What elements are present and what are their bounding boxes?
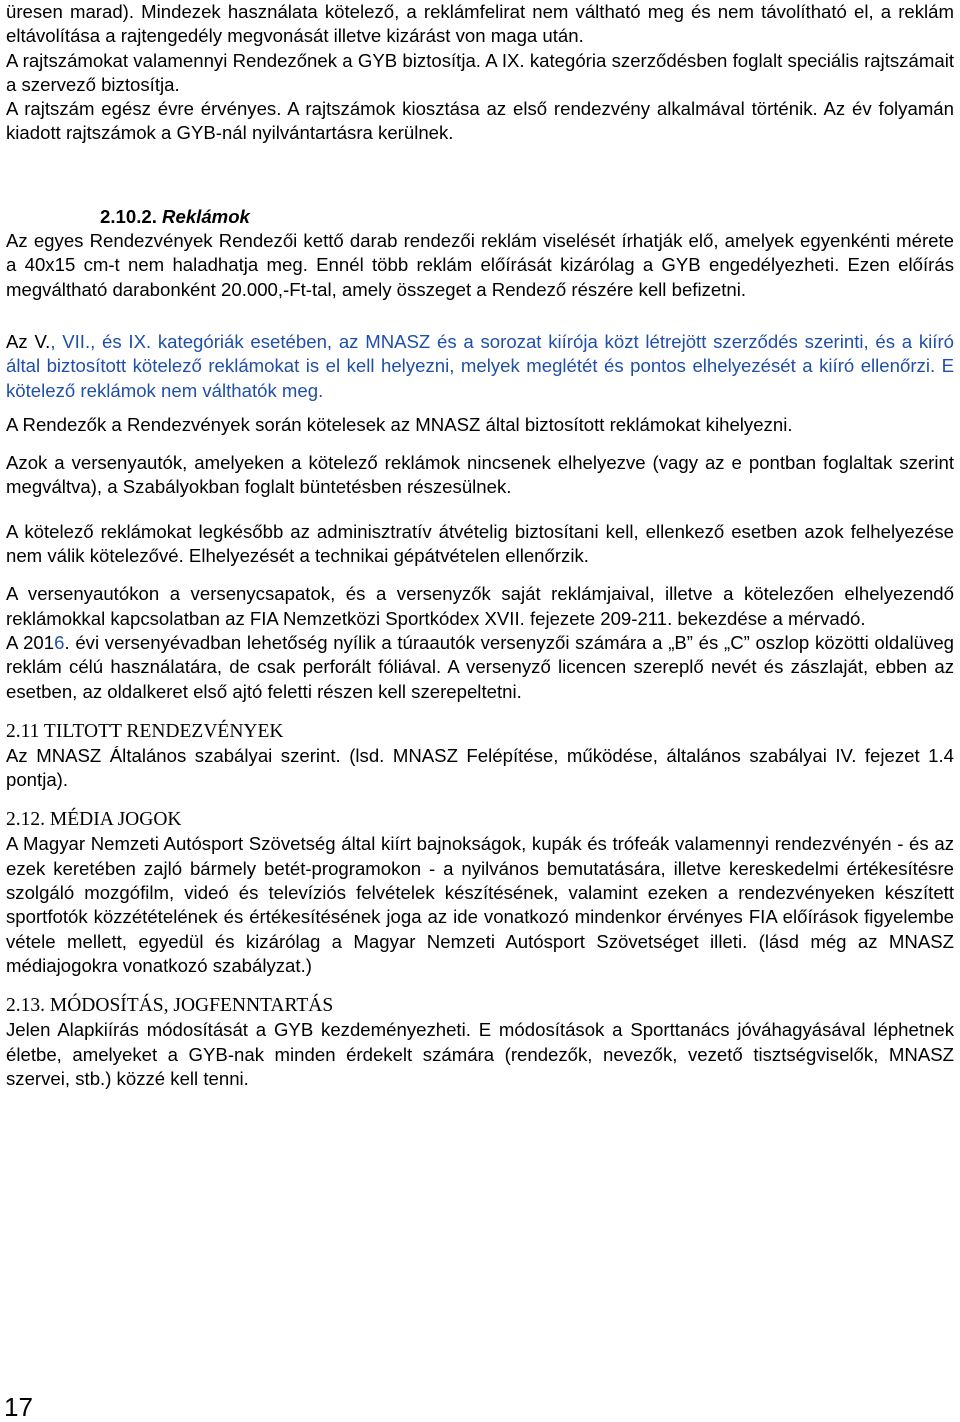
section-heading-media-jogok: 2.12. MÉDIA JOGOK: [6, 809, 182, 831]
section-number: 2.10.2.: [100, 205, 157, 227]
section-heading-reklamok: [100, 205, 954, 229]
text-fragment: A 201: [6, 631, 55, 653]
page-number: 17: [4, 1392, 33, 1422]
paragraph-media-jogok: A Magyar Nemzeti Autósport Szövetség által kiírt bajnokságok, kupák és trófeák valamennyi rendezvényén - és az ezek keretében zajló bármely betét-programokon - a nyilvános bemutatására, illetve kereskedelmi értékesítésre szolgáló mozgófilm, videó és televíziós felvételek készítésének, valamint ezeken a rendezvényeken készített sportfotók közzétételének és értékesítésének joga az ide vonatkozó mindenkor érvényes FIA előírások figyelembe vétele mellett, egyedül és kizárólag a Magyar Nemzeti Autósport Szövetséget illeti. (lásd még az MNASZ médiajogokra vonatkozó szabályzat.): [6, 833, 954, 976]
text-fragment: Az V.: [6, 330, 51, 352]
document-page: [6, 0, 954, 1091]
paragraph-kategoriak-reklamok: [6, 330, 954, 403]
section-heading-modositas: 2.13. MÓDOSÍTÁS, JOGFENNTARTÁS: [6, 995, 334, 1017]
paragraph-rendezok-kotelessege: A Rendezők a Rendezvények során kötelesek az MNASZ által biztosított reklámokat kihelyezni.: [6, 413, 793, 435]
paragraph-rendezoi-reklamok: Az egyes Rendezvények Rendezői kettő darab rendezői reklám viselését írhatják elő, amelyek egyenkénti mérete a 40x15 cm-t nem haladhatja meg. Ennél több reklám előírását kizárólag a GYB engedélyezheti. Ezen előírás megváltható darabonként 20.000,-Ft-tal, amely összeget a Rendező részére kell befizetni.: [6, 230, 954, 300]
paragraph-oldaluveg-reklam: [6, 631, 954, 704]
text-fragment: . évi versenyévadban lehetőség nyílik a túraautók versenyzői számára a „B” és „C” oszlop közötti oldalüveg reklám célú használatára, de csak perforált fóliával. A versenyző licencen szereplő nevét és zászlaját, ebben az esetben, az oldalkeret első ajtó feletti részen kell szerepeltetni.: [6, 631, 954, 702]
paragraph-rajtszam-ervenyesseg: A rajtszám egész évre érvényes. A rajtszámok kiosztása az első rendezvény alkalmával történik. Az év folyamán kiadott rajtszámok a GYB-nál nyilvántartásra kerülnek.: [6, 98, 954, 144]
section-heading-tiltott-rendezvenyek: 2.11 TILTOTT RENDEZVÉNYEK: [6, 720, 284, 742]
paragraph-rajtszamok-biztositasa: A rajtszámokat valamennyi Rendezőnek a GYB biztosítja. A IX. kategória szerződésben foglalt speciális rajtszámait a szervező biztosítja.: [6, 49, 954, 95]
text-fragment-blue: , VII., és IX. kategóriák esetében, az MNASZ és a sorozat kiírója közt létrejött szerződés szerinti, és a kiíró által biztosított kötelező reklámokat is el kell helyezni, melyek meglétét és pontos elhelyezését a kiíró ellenőrzi. E kötelező reklámok nem válthatók meg.: [6, 330, 954, 401]
paragraph-buntetes: Azok a versenyautók, amelyeken a kötelező reklámok nincsenek elhelyezve (vagy az e pontban foglaltak szerint megváltva), a Szabályokban foglalt büntetésben részesülnek.: [6, 452, 954, 498]
paragraph-tiltott-rendezvenyek: Az MNASZ Általános szabályai szerint. (lsd. MNASZ Felépítése, működése, általános szabályai IV. fejezet 1.4 pontja).: [6, 744, 954, 791]
paragraph-modositas: Jelen Alapkiírás módosítását a GYB kezdeményezheti. E módosítások a Sporttanács jóváhagyásával léphetnek életbe, amelyeket a GYB-nak minden érdekelt számára (rendezők, nevezők, vezető tisztségviselők, MNASZ szervei, stb.) közzé kell tenni.: [6, 1019, 954, 1089]
text-fragment-blue: 6: [54, 631, 65, 653]
section-title: Reklámok: [162, 205, 250, 227]
paragraph-adminisztrativ-atvetel: A kötelező reklámokat legkésőbb az adminisztratív átvételig biztosítani kell, ellenkező esetben azok felhelyezése nem válik kötelezővé. Elhelyezését a technikai gépátvételen ellenőrzik.: [6, 520, 954, 567]
paragraph-fia-sportkodex: A versenyautókon a versenycsapatok, és a versenyzők saját reklámjaival, illetve a kötelezően elhelyezendő reklámokkal kapcsolatban az FIA Nemzetközi Sportkódex XVII. fejezete 209-211. bekezdése a mérvadó.: [6, 583, 954, 629]
paragraph-reklam-kotelezo: üresen marad). Mindezek használata kötelező, a reklámfelirat nem váltható meg és nem távolítható el, a reklám eltávolítása a rajtengedély megvonását illetve kizárást von maga után.: [6, 1, 954, 47]
